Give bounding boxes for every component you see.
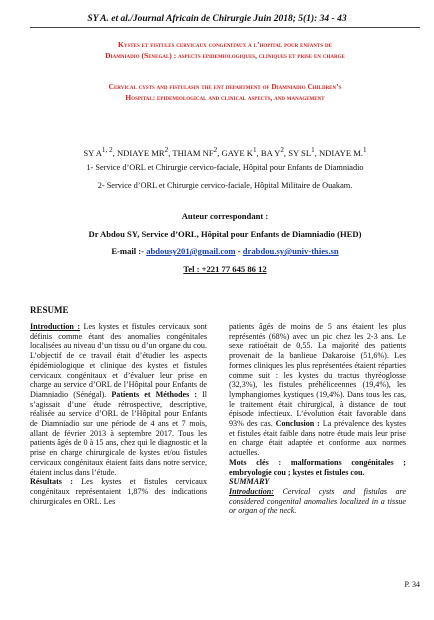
summary-paragraph — [229, 487, 406, 516]
conclusion-text: La prévalence des kystes et fistules était faible dans notre étude mais leur prise en charge était adaptée et conforme aux normes actuelles. — [229, 419, 407, 458]
title-english-line-1: Cervical cysts and fistulasin the ent department of Diamniadio Children’s — [108, 82, 342, 91]
results-paragraph — [30, 477, 207, 506]
introduction-heading: Introduction : — [30, 322, 81, 331]
affiliation-1: 1- Service d’ORL et Chirurgie cervico-faciale, Hôpital pour Enfants de Diamniadio — [86, 163, 364, 172]
page-number: P. 34 — [404, 580, 420, 589]
summary-heading-line — [229, 477, 406, 487]
title-french-line-1: Kystes et fistules cervicaux congenitaux a l’hopital pour enfants de — [118, 40, 332, 49]
title-french — [30, 40, 420, 61]
author-name: , GAYE K — [217, 147, 253, 158]
author-affiliation-mark: 1 — [252, 146, 257, 154]
title-english — [30, 82, 420, 103]
email-separator: - — [237, 246, 241, 256]
author-affiliation-mark: 1, 2 — [101, 146, 113, 154]
results-text: Les kystes et fistules cervicaux congénitaux représentaient 1,87% des indications chirurgicales en ORL. Les — [30, 477, 207, 506]
corresponding-author-heading: Auteur correspondant : — [181, 211, 269, 221]
resume-heading: RESUME — [30, 305, 69, 315]
author-affiliation-mark: 2 — [213, 146, 218, 154]
author-name: SY A — [83, 147, 102, 158]
email-label: E-mail :- — [111, 246, 145, 256]
author-name: , NDIAYE MR — [112, 147, 165, 158]
keywords-text: Mots clés : malformations congénitales ; embryologie cou ; kystes et fistules cou. — [229, 457, 406, 477]
author-affiliation-mark: 2 — [164, 146, 169, 154]
summary-introduction-heading: Introduction: — [229, 486, 274, 496]
author-name: , THIAM NF — [168, 147, 214, 158]
corresponding-author-name: Dr Abdou SY, Service d’ORL, Hôpital pour Enfants de Diamniadio (HED) — [88, 229, 362, 239]
keywords — [229, 458, 406, 477]
author-name: , BA Y — [256, 147, 281, 158]
author-affiliation-mark: 2 — [280, 146, 284, 154]
author-affiliation-mark: 1 — [363, 146, 367, 154]
author-list — [30, 146, 420, 158]
methods-heading: Patients et Méthodes : — [106, 389, 198, 399]
methods-text: Il s’agissait d’une étude rétrospective, descriptive, réalisée au service d’ORL de l’Hôpital pour Enfants de Diamniadio sur une période de 4 ans et 7 mois, allant de février 2013 à septembre 2017. Tous les patients âgés de 0 à 15 ans, chez qui le diagnostic et la prise en charge chirurgicale de kystes et/ou fistules cervicaux congénitaux étaient faits dans notre service, étaient inclus dans l’étude. — [30, 389, 208, 477]
summary-introduction-text: Cervical cysts and fistulas are considered congenital anomalies localized in a tissue or organ of the neck. — [229, 486, 406, 516]
author-name: , SY SL — [283, 147, 312, 158]
abstract-paragraph — [30, 322, 207, 477]
author-name: , NDIAYE M. — [314, 147, 364, 158]
header-rule — [30, 27, 420, 28]
results-continued — [229, 322, 406, 458]
email-link-2[interactable]: drabdou.sy@univ-thies.sn — [242, 246, 339, 256]
phone-number: Tel : +221 77 645 86 12 — [183, 264, 267, 274]
conclusion-heading: Conclusion : — [272, 419, 320, 429]
abstract-column-right — [229, 322, 406, 516]
summary-heading: SUMMARY — [229, 477, 270, 487]
results-continued-text: patients âgés de moins de 5 ans étaient les plus représentés (68%) avec un pic chez les 2-3 ans. Le sexe ratioétait de 0,55. La majorité des patients provenait de la banlieue Dakaroise (51,6%). Les formes cliniques les plus représentées étaient réparties comme suit : les kystes du tractus thyréoglosse (32,3%), les fistules préhéliceennes (19,4%), les lymphangiomes kystiques (19,4%). Dans tous les cas, le traitement était chirurgical, à distance de tout épisode infectieux. L’évolution était favorable dans 93% des cas. — [229, 322, 406, 429]
email-link-1[interactable]: abdousy201@gmail.com — [146, 246, 236, 256]
introduction-text: Les kystes et fistules cervicaux sont définis comme étant des anomalies congénitales localisées au niveau d’un tissu ou d’un organe du cou. L’objectif de ce travail était d’étudier les aspects épidémiologique et clinique des kystes et fistules cervicaux congénitaux et d’évaluer leur prise en charge au service d’ORL de l’Hôpital pour Enfants de Diamniadio (Sénégal). — [30, 322, 207, 399]
corresponding-author-email — [30, 246, 420, 256]
affiliation-2: 2- Service d’ORL et Chirurgie cervico-faciale, Hôpital Militaire de Ouakam. — [97, 181, 353, 190]
corresponding-author-phone — [30, 264, 420, 274]
author-affiliation-mark: 1 — [311, 146, 315, 154]
running-header: SY A. et al./Journal Africain de Chirurgie Juin 2018; 5(1): 34 - 43 — [87, 14, 347, 24]
abstract-column-left — [30, 322, 207, 506]
title-french-line-2: Diamniadio (Senegal) : aspects epidemiologiques, cliniques et prise en charge — [105, 50, 345, 60]
results-heading: Résultats : — [30, 477, 73, 487]
title-english-line-2: Hospital: epidemiological and clinical aspects, and management — [125, 92, 325, 102]
